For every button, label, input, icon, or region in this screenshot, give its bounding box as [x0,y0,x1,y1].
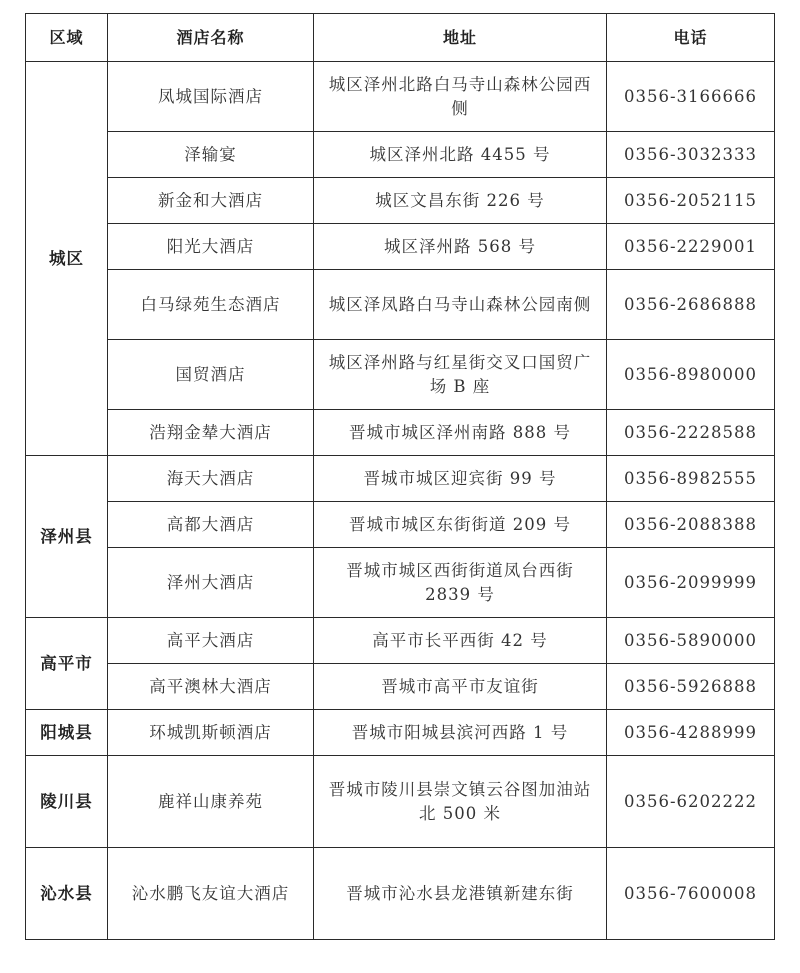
hotel-name-cell: 高都大酒店 [108,502,314,548]
table-row [26,848,775,940]
header-address: 地址 [314,14,607,62]
phone-cell: 0356-2229001 [607,224,775,270]
district-cell: 泽州县 [26,456,108,618]
table-header [26,14,775,62]
address-cell: 城区泽州路 568 号 [314,224,607,270]
table-row [26,178,775,224]
hotel-name-cell: 白马绿苑生态酒店 [108,270,314,340]
table-body [26,62,775,940]
header-row [26,14,775,62]
hotel-table [25,13,775,940]
address-cell: 晋城市城区泽州南路 888 号 [314,410,607,456]
header-district: 区域 [26,14,108,62]
hotel-name-cell: 凤城国际酒店 [108,62,314,132]
table-row [26,340,775,410]
phone-cell: 0356-8980000 [607,340,775,410]
phone-cell: 0356-2686888 [607,270,775,340]
address-cell: 城区泽州北路 4455 号 [314,132,607,178]
phone-cell: 0356-5890000 [607,618,775,664]
table-row [26,618,775,664]
phone-cell: 0356-8982555 [607,456,775,502]
address-cell: 晋城市城区迎宾街 99 号 [314,456,607,502]
hotel-name-cell: 环城凯斯顿酒店 [108,710,314,756]
address-cell: 城区泽州路与红星街交叉口国贸广场 B 座 [314,340,607,410]
hotel-name-cell: 国贸酒店 [108,340,314,410]
phone-cell: 0356-3166666 [607,62,775,132]
table-row [26,502,775,548]
hotel-name-cell: 泽输宴 [108,132,314,178]
table-row [26,62,775,132]
phone-cell: 0356-3032333 [607,132,775,178]
district-cell: 阳城县 [26,710,108,756]
hotel-name-cell: 泽州大酒店 [108,548,314,618]
hotel-name-cell: 高平澳林大酒店 [108,664,314,710]
phone-cell: 0356-4288999 [607,710,775,756]
district-cell: 高平市 [26,618,108,710]
phone-cell: 0356-2228588 [607,410,775,456]
phone-cell: 0356-7600008 [607,848,775,940]
phone-cell: 0356-2088388 [607,502,775,548]
table-row [26,756,775,848]
district-cell: 陵川县 [26,756,108,848]
header-phone: 电话 [607,14,775,62]
address-cell: 晋城市陵川县崇文镇云谷图加油站北 500 米 [314,756,607,848]
address-cell: 晋城市城区西街街道凤台西街 2839 号 [314,548,607,618]
hotel-name-cell: 海天大酒店 [108,456,314,502]
address-cell: 晋城市高平市友谊街 [314,664,607,710]
table-row [26,664,775,710]
phone-cell: 0356-2099999 [607,548,775,618]
district-cell: 城区 [26,62,108,456]
table-row [26,710,775,756]
address-cell: 城区泽州北路白马寺山森林公园西侧 [314,62,607,132]
header-hotel-name: 酒店名称 [108,14,314,62]
hotel-name-cell: 新金和大酒店 [108,178,314,224]
hotel-name-cell: 浩翔金辇大酒店 [108,410,314,456]
address-cell: 高平市长平西街 42 号 [314,618,607,664]
table-row [26,132,775,178]
table-row [26,410,775,456]
table-row [26,270,775,340]
table-row [26,548,775,618]
hotel-name-cell: 鹿祥山康养苑 [108,756,314,848]
address-cell: 城区泽凤路白马寺山森林公园南侧 [314,270,607,340]
address-cell: 城区文昌东街 226 号 [314,178,607,224]
district-cell: 沁水县 [26,848,108,940]
address-cell: 晋城市城区东街街道 209 号 [314,502,607,548]
phone-cell: 0356-5926888 [607,664,775,710]
phone-cell: 0356-6202222 [607,756,775,848]
address-cell: 晋城市阳城县滨河西路 1 号 [314,710,607,756]
hotel-name-cell: 高平大酒店 [108,618,314,664]
table-row [26,456,775,502]
hotel-name-cell: 沁水鹏飞友谊大酒店 [108,848,314,940]
hotel-name-cell: 阳光大酒店 [108,224,314,270]
phone-cell: 0356-2052115 [607,178,775,224]
table-row [26,224,775,270]
address-cell: 晋城市沁水县龙港镇新建东街 [314,848,607,940]
